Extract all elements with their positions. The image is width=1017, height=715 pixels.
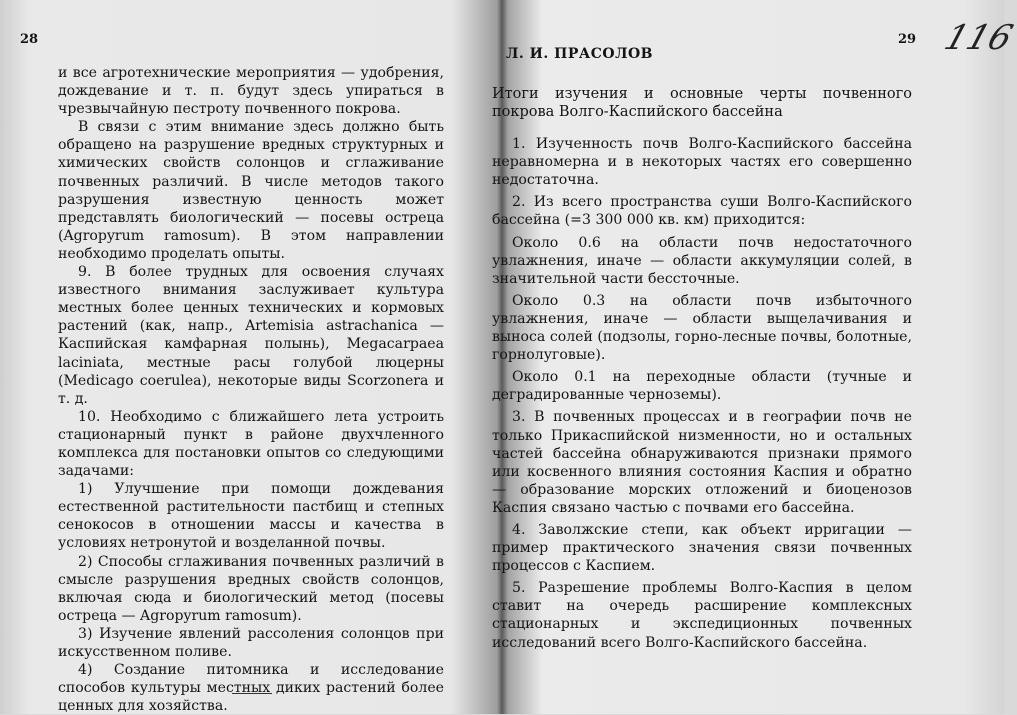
paragraph: Около 0.6 на области почв недостаточного увлажнения, иначе — области аккумуляции солей, в значительной части бессточные. xyxy=(492,234,912,287)
paragraph: 1) Улучшение при помощи дождевания естественной растительности пастбищ и степных сенокосов в отношении массы и качества в условиях нетронутой и возделанной почвы. xyxy=(58,481,444,552)
paragraph: и все агротехнические мероприятия — удобрения, дождевание и т. п. будут здесь упираться в чрезвычайную пестроту почвенного покрова. xyxy=(58,65,444,118)
paragraph: 4) Создание питомника и исследование способов культуры местных диких растений более ценных для хозяйства. xyxy=(58,662,444,715)
page-number: 28 xyxy=(20,32,39,47)
article-title: Итоги изучения и основные черты почвенного покрова Волго-Каспийского бассейна xyxy=(492,86,912,121)
paragraph: 10. Необходимо с ближайшего лета устроить стационарный пункт в районе двухчленного комплекса для постановки опытов со следующими задачами: xyxy=(58,408,444,480)
paragraph: 3. В почвенных процессах и в географии почв не только Прикаспийской низменности, но и остальных частей бассейна обнаруживаются признаки прямого или косвенного влияния состояния Каспия и обратно — образование морских отложений и биоценозов Каспия связано частью с почвами его бассейна. xyxy=(492,409,912,516)
paragraph: 9. В более трудных для освоения случаях известного внимания заслуживает культура местных более ценных технических и кормовых растений (как, напр., Artemisia astrachanica — Каспийская камфарная полынь), Megacarpaea laciniata, местные расы голубой люцерны (Medicago coerulea), некоторые виды Scorzonera и т. д. xyxy=(58,264,444,407)
paragraph: Около 0.1 на переходные области (тучные и деградированные черноземы). xyxy=(492,369,912,404)
left-page-text xyxy=(58,64,444,715)
right-page xyxy=(470,0,1004,714)
paragraph: 1. Изученность почв Волго-Каспийского бассейна неравномерна и в некоторых частях его совершенно недостаточна. xyxy=(492,136,912,189)
paragraph: 2. Из всего пространства суши Волго-Каспийского бассейна (=3 300 000 кв. км) приходится: xyxy=(492,194,912,229)
paragraph: 4. Заволжские степи, как объект ирригации — пример практического значения связи почвенных процессов с Каспием. xyxy=(492,521,912,575)
paragraph: 3) Изучение явлений рассоления солонцов при искусственном поливе. xyxy=(58,625,444,660)
end-rule xyxy=(232,693,272,694)
article-author: Л. И. ПРАСОЛОВ xyxy=(506,46,653,62)
page-number: 29 xyxy=(898,32,917,47)
handwritten-archive-number: 116 xyxy=(939,18,1017,58)
right-page-text xyxy=(492,45,912,652)
left-page xyxy=(0,0,470,714)
paragraph: 5. Разрешение проблемы Волго-Каспия в целом ставит на очередь расширение комплексных стационарных и экспедиционных почвенных исследований всего Волго-Каспийского бассейна. xyxy=(492,580,912,651)
paragraph: 2) Способы сглаживания почвенных различий в смысле разрушения вредных свойств солонцов, включая сюда и биологический метод (посевы остреца — Agropyrum ramosum). xyxy=(58,553,444,624)
paragraph: В связи с этим внимание здесь должно быть обращено на разрушение вредных структурных и химических свойств солонцов и сглаживание почвенных различий. В числе методов такого разрушения известную ценность может представлять биологический — посевы остреца (Agropyrum ramosum). В этом направлении необходимо проделать опыты. xyxy=(58,119,444,262)
paragraph: Около 0.3 на области почв избыточного увлажнения, иначе — области выщелачивания и выноса солей (подзолы, горно-лесные почвы, болотные, горнолуговые). xyxy=(492,292,912,364)
